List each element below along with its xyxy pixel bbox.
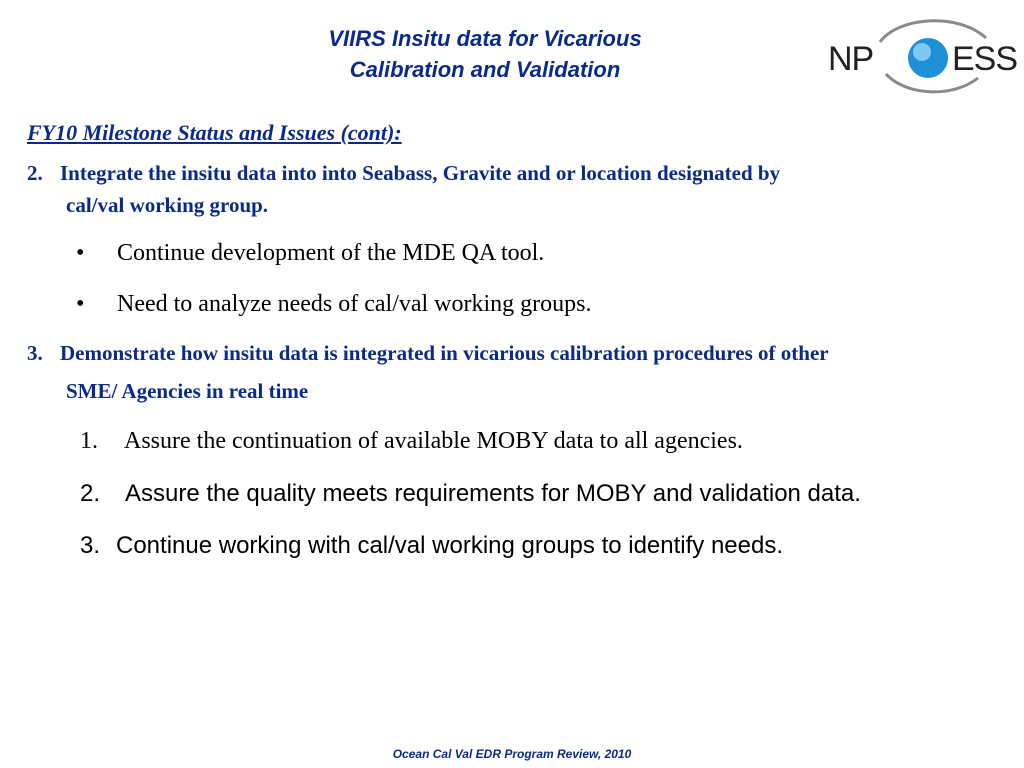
section-subheading: FY10 Milestone Status and Issues (cont): — [27, 120, 402, 145]
item-2-number: 2. — [27, 161, 43, 185]
bullet-item-2: Need to analyze needs of cal/val working groups. — [117, 291, 592, 317]
bullet-symbol: • — [76, 291, 85, 317]
logo-text-right: ESS — [952, 40, 1018, 78]
bullet-symbol: • — [76, 240, 85, 266]
item-2-line2: cal/val working group. — [66, 193, 269, 217]
subitem-3-text: Continue working with cal/val working groups to identify needs. — [116, 532, 784, 559]
item-3-number: 3. — [27, 341, 43, 365]
slide-title-line1: VIIRS Insitu data for Vicarious — [328, 26, 642, 51]
globe-highlight — [913, 43, 931, 61]
bullet-item-1: Continue development of the MDE QA tool. — [117, 240, 545, 266]
logo-text-left: NP — [828, 40, 874, 78]
item-2-line1: Integrate the insitu data into into Seabass, Gravite and or location designated by — [60, 161, 781, 185]
item-3-line1: Demonstrate how insitu data is integrated in vicarious calibration procedures of other — [60, 341, 829, 365]
slide-title-line2: Calibration and Validation — [349, 57, 621, 82]
subitem-1-text: Assure the continuation of available MOBY data to all agencies. — [124, 428, 743, 454]
subitem-3-number: 3. — [80, 532, 101, 559]
subitem-2-text: Assure the quality meets requirements for MOBY and validation data. — [125, 480, 861, 507]
item-3-line2: SME/ Agencies in real time — [66, 379, 309, 403]
subitem-1-number: 1. — [80, 428, 98, 454]
subitem-2-number: 2. — [80, 480, 101, 507]
npoess-logo — [828, 12, 1018, 98]
slide-footer: Ocean Cal Val EDR Program Review, 2010 — [392, 747, 632, 761]
